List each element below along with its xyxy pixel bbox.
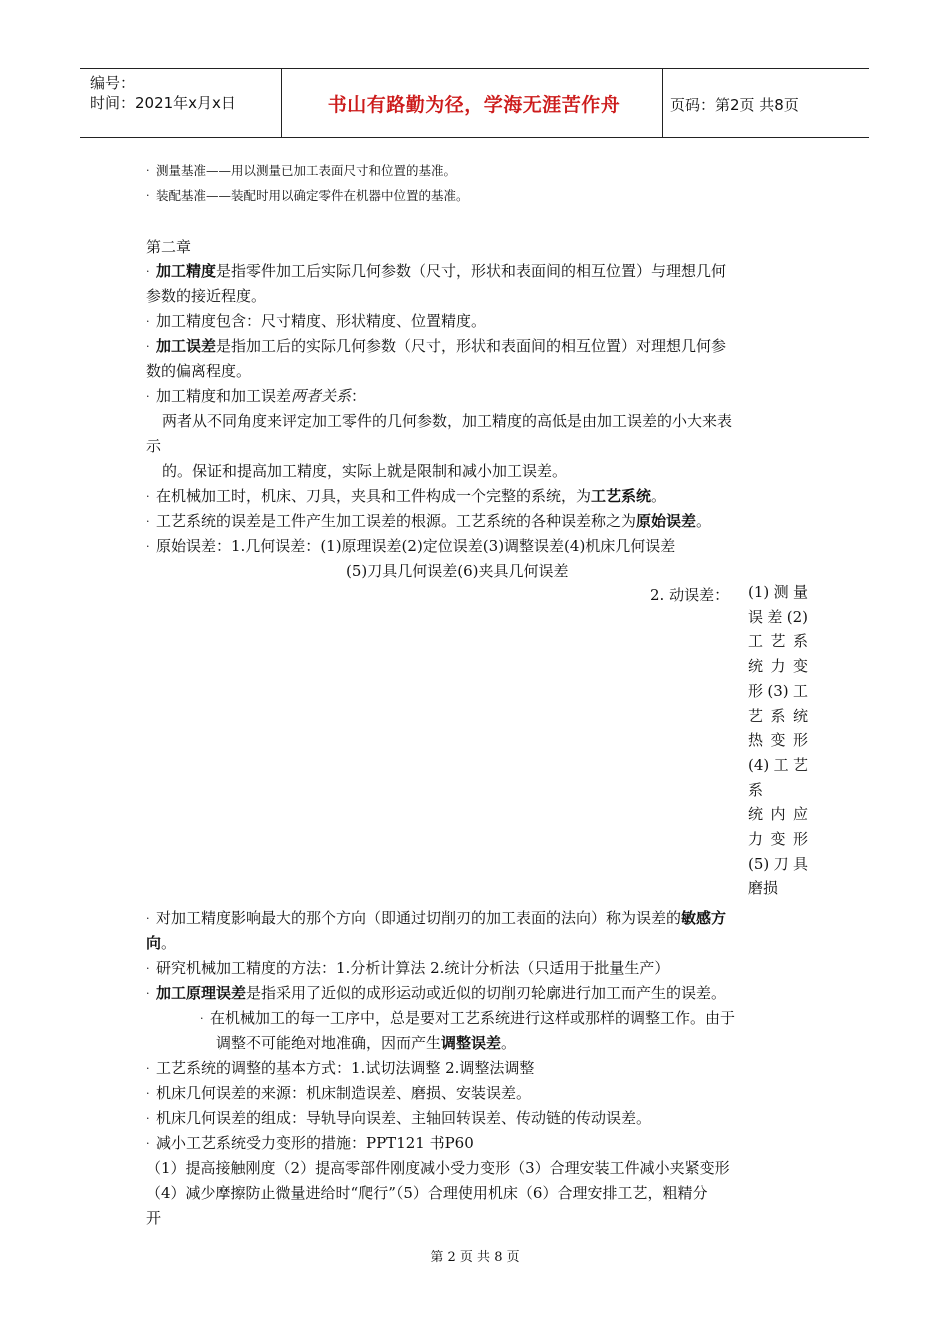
list-item: · 减小工艺系统受力变形的措施：PPT121 书P60 [146,1131,474,1156]
column-line: 形(3)工 [748,681,808,700]
bullet-icon: · [146,390,150,403]
list-item: · 加工原理误差是指采用了近似的成形运动或近似的切削刃轮廓进行加工而产生的误差。 [146,981,726,1006]
header-meta [90,73,236,113]
text-line: 数的偏离程度。 [146,362,252,380]
bullet-icon: · [146,189,150,202]
column-line: 系 [748,780,764,799]
number-label: 编号： [90,74,136,92]
column-line: 磨损 [748,879,779,898]
column-line: (1)测量 [748,583,808,601]
bullet-icon: · [146,912,150,925]
text-line: （4）减少摩擦防止微量进给时“爬行”（5）合理使用机床（6）合理安排工艺，粗精分 [146,1184,708,1202]
column-line: 艺系统 [748,706,808,725]
text-line: 参数的接近程度。 [146,287,267,305]
bullet-icon: · [146,540,150,553]
bullet-icon: · [146,962,150,975]
text-line: 向。 [146,934,177,952]
bullet-icon: · [146,1112,150,1125]
page-header [80,68,869,138]
bullet-icon: · [146,1062,150,1075]
text-line: （1）提高接触刚度（2）提高零部件刚度减小受力变形（3）合理安装工件减小夹紧变形 [146,1159,730,1177]
bullet-icon: · [146,164,150,177]
list-item: · 在机械加工的每一工序中，总是要对工艺系统进行这样或那样的调整工作。由于 [200,1006,735,1031]
page-footer: 第 2 页 共 8 页 [430,1250,520,1265]
text-line: 示 [146,437,162,455]
bullet-icon: · [146,490,150,503]
list-item: · 加工精度包含：尺寸精度、形状精度、位置精度。 [146,309,486,334]
text-line: 的。保证和提高加工精度，实际上就是限制和减小加工误差。 [162,462,568,480]
header-motto: 书山有路勤为径，学海无涯苦作舟 [327,94,621,116]
column-line: 热变形 [748,731,808,750]
bullet-icon: · [146,1087,150,1100]
list-item: · 加工精度是指零件加工后实际几何参数（尺寸，形状和表面间的相互位置）与理想几何 [146,259,726,284]
list-item: · 机床几何误差的来源：机床制造误差、磨损、安装误差。 [146,1081,531,1106]
bullet-icon: · [146,515,150,528]
bullet-icon: · [146,315,150,328]
list-item: · 加工误差是指加工后的实际几何参数（尺寸，形状和表面间的相互位置）对理想几何参 [146,334,726,359]
list-item: · 测量基准——用以测量已加工表面尺寸和位置的基准。 [146,160,456,182]
text-line: 调整不可能绝对地准确，因而产生调整误差。 [216,1034,517,1052]
column-line: 工艺系 [748,632,808,651]
time-label: 时间：2021年x月x日 [90,94,236,112]
column-line: (5)刀具 [748,854,808,873]
column-line: 统内应 [748,805,808,824]
column-line: 误差(2) [748,607,808,626]
list-item: · 工艺系统的调整的基本方式：1.试切法调整 2.调整法调整 [146,1056,534,1081]
bullet-icon: · [200,1012,204,1025]
list-item: · 工艺系统的误差是工件产生加工误差的根源。工艺系统的各种误差称之为原始误差。 [146,509,711,534]
text-line: 两者从不同角度来评定加工零件的几何参数，加工精度的高低是由加工误差的小大来表 [162,412,733,430]
bullet-icon: · [146,265,150,278]
list-item: · 研究机械加工精度的方法：1.分析计算法 2.统计分析法（只适用于批量生产） [146,956,669,981]
bullet-icon: · [146,987,150,1000]
chapter-heading: 第二章 [146,238,192,256]
list-item: · 机床几何误差的组成：导轨导向误差、主轴回转误差、传动链的传动误差。 [146,1106,651,1131]
header-divider [281,69,282,137]
list-item: · 加工精度和加工误差两者关系： [146,384,366,409]
list-item: · 装配基准——装配时用以确定零件在机器中位置的基准。 [146,185,469,207]
bullet-icon: · [146,340,150,353]
column-line: 统力变 [748,657,808,676]
text-line: (5)刀具几何误差(6)夹具几何误差 [346,562,569,580]
column-line: (4)工艺 [748,755,808,774]
page-number-label: 页码：第2页 共8页 [670,96,799,114]
header-divider [662,69,663,137]
bullet-icon: · [146,1137,150,1150]
text-line: 开 [146,1209,162,1227]
list-item: · 在机械加工时，机床、刀具，夹具和工件构成一个完整的系统，为工艺系统。 [146,484,666,509]
text-line: 2. 动误差： [650,586,730,604]
list-item: · 对加工精度影响最大的那个方向（即通过切削刃的加工表面的法向）称为误差的敏感方 [146,906,726,931]
dynamic-error-column [748,580,808,901]
column-line: 力变形 [748,830,808,849]
list-item: · 原始误差：1.几何误差：(1)原理误差(2)定位误差(3)调整误差(4)机床几何误差 [146,534,675,559]
